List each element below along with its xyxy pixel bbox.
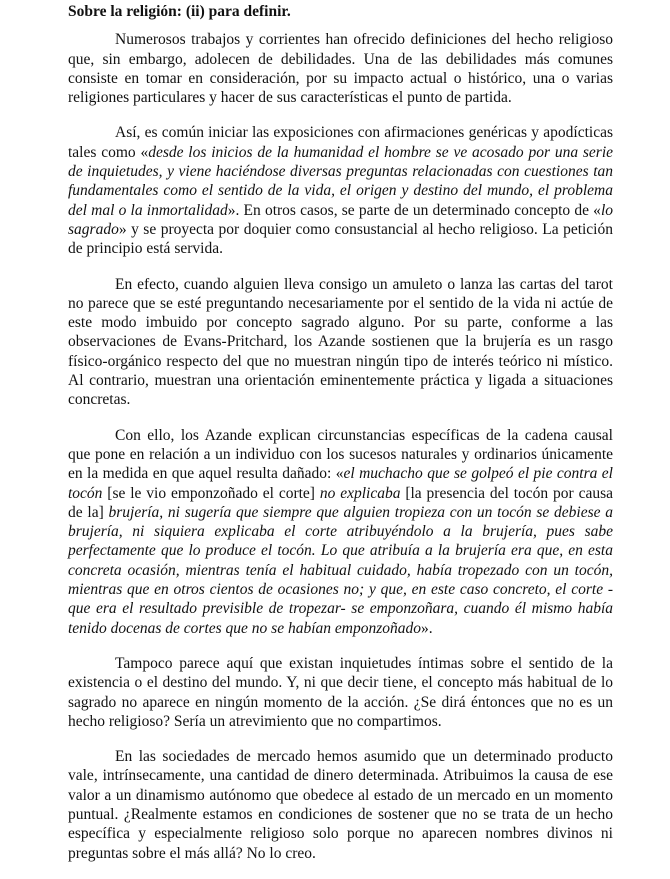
paragraph-text: Tampoco parece aquí que existan inquietudes íntimas sobre el sentido de la existencia o el destino del mundo. Y, ni que decir tiene, el concepto más habitual de lo sagrado no aparece en ningún momento de la acción. ¿Se dirá éntonces que no es un hecho religioso? Sería un atrevimiento que no compartimos.: [68, 654, 613, 730]
document-body: [68, 30, 613, 863]
paragraph-text: Numerosos trabajos y corrientes han ofrecido definiciones del hecho religioso que, sin embargo, adolecen de debilidades. Una de las debilidades más comunes consiste en tomar en consideración, por su impacto actual o histórico, una o varias religiones particulares y hacer de sus características el punto de partida.: [68, 31, 613, 107]
italic-quote-text: lo sagrado: [68, 201, 613, 238]
paragraph: [68, 747, 613, 863]
paragraph: [68, 426, 613, 638]
paragraph-text: ».: [421, 619, 433, 637]
paragraph: [68, 123, 613, 258]
paragraph-text: En las sociedades de mercado hemos asumido que un determinado producto vale, intrínsecamente, una cantidad de dinero determinada. Atribuimos la causa de ese valor a un dinamismo autónomo que obedece al estado de un mercado en un momento puntual. ¿Realmente estamos en condiciones de sostener que no se trata de un hecho específica y especialmente religioso solo porque no aparecen nombres divinos ni preguntas sobre el más allá? No lo creo.: [68, 748, 613, 862]
paragraph-text: Con ello, los Azande explican circunstancias específicas de la cadena causal que pone en relación a un individuo con los sucesos naturales y ordinarios únicamente en la medida en que aquel resulta dañado: «: [68, 426, 613, 483]
paragraph-text: ». En otros casos, se parte de un determinado concepto de «: [227, 201, 601, 219]
paragraph: [68, 30, 613, 107]
paragraph-text: En efecto, cuando alguien lleva consigo un amuleto o lanza las cartas del tarot no parece que se esté preguntando necesariamente por el sentido de la vida ni actúe de este modo imbuido por concepto sagrado alguno. Por su parte, conforme a las observaciones de Evans-Pritchard, los Azande sostienen que la brujería es un rasgo físico-orgánico respecto del que no muestran ningún tipo de interés teórico ni místico. Al contrario, muestran una orientación eminentemente práctica y ligada a situaciones concretas.: [68, 275, 613, 409]
paragraph: [68, 275, 613, 410]
paragraph-text: Así, es común iniciar las exposiciones con afirmaciones genéricas y apodícticas tales como «: [68, 124, 613, 161]
italic-quote-text: desde los inicios de la humanidad el hombre se ve acosado por una serie de inquietudes, y viene haciéndose diversas preguntas relacionadas con cuestiones tan fundamentales como el sentido de la vida, el origen y destino del mundo, el problema del mal o la inmortalidad: [68, 143, 614, 219]
paragraph-text: [la presencia del tocón por causa de la]: [68, 484, 613, 521]
paragraph-text: » y se proyecta por doquier como consustancial al hecho religioso. La petición de principio está servida.: [68, 220, 613, 258]
paragraph-text: [se le vio emponzoñado el corte]: [102, 484, 320, 502]
document-title: Sobre la religión: (ii) para definir.: [68, 3, 291, 20]
document-page: [68, 2, 613, 879]
italic-quote-text: el muchacho que se golpeó el pie contra el tocón: [68, 465, 613, 502]
paragraph: [68, 654, 613, 731]
italic-quote-text: no explicaba: [319, 484, 401, 502]
italic-quote-text: brujería, ni sugería que siempre que alguien tropieza con un tocón se debiese a brujería, ni siquiera explicaba el corte atribuyéndolo a la brujería, pues sabe perfectamente que lo produce el tocón. Lo que atribuía a la brujería era que, en esta concreta ocasión, mientras tenía el habitual cuidado, había tropezado con un tocón, mientras que en otros cientos de ocasiones no; y que, en este caso concreto, el corte -que era el resultado previsible de tropezar- se emponzoñara, cuando él mismo había tenido docenas de cortes que no se habían emponzoñado: [68, 503, 613, 637]
